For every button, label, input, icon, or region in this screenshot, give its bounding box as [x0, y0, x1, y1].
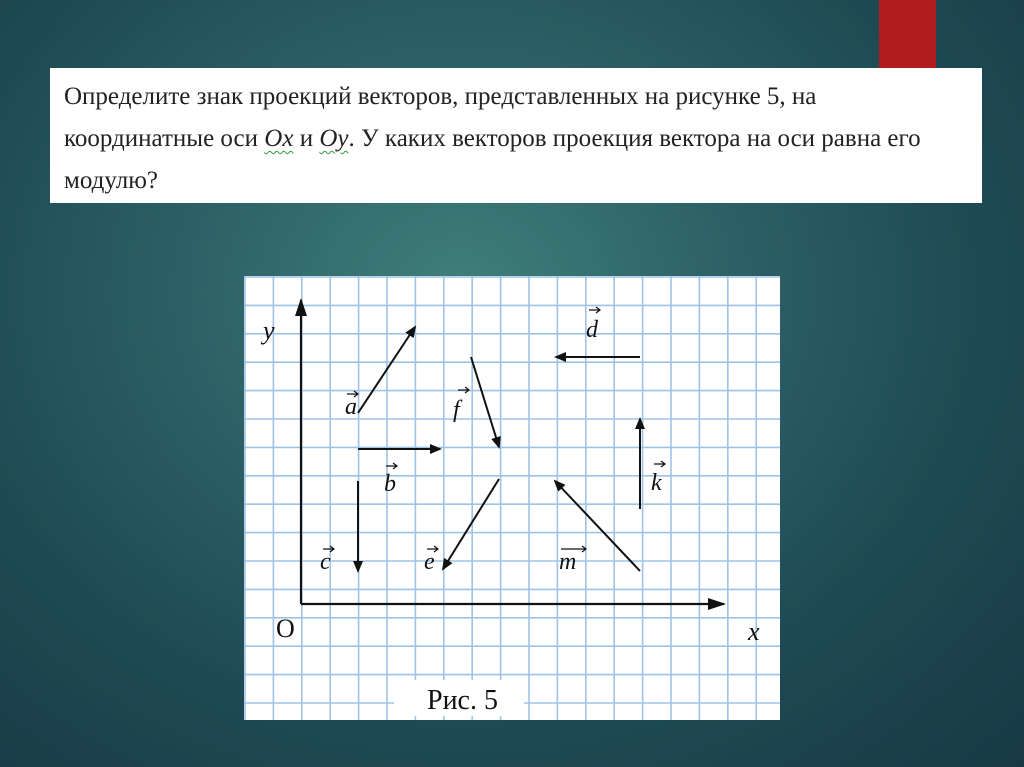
question-text: [64, 76, 968, 202]
axis-oy-text: Oy: [319, 125, 349, 152]
vector-label-b: b: [384, 471, 396, 497]
question-conj: и: [293, 125, 320, 152]
vector-label-e: e: [424, 549, 435, 575]
vector-label-k: k: [651, 470, 662, 496]
vector-label-a: a: [345, 394, 357, 420]
vector-diagram: [244, 276, 780, 720]
y-axis-label: y: [263, 316, 275, 345]
vector-figure: [244, 276, 780, 720]
axis-ox-text: Ox: [264, 125, 294, 152]
question-box: [50, 68, 982, 203]
vector-label-d: d: [586, 317, 598, 343]
accent-bar: [879, 0, 936, 70]
question-part1: Определите знак проекций векторов, представленных на рисунке 5, на координатные оси: [64, 83, 817, 152]
vector-label-f: f: [453, 397, 460, 423]
vector-label-m: m: [559, 549, 577, 575]
x-axis-label: x: [748, 617, 760, 646]
question-part2: . У каких векторов проекция вектора на оси равна его модулю?: [64, 125, 921, 194]
figure-caption: Рис. 5: [427, 685, 498, 716]
vector-label-c: c: [320, 549, 331, 575]
origin-label: O: [276, 614, 295, 643]
